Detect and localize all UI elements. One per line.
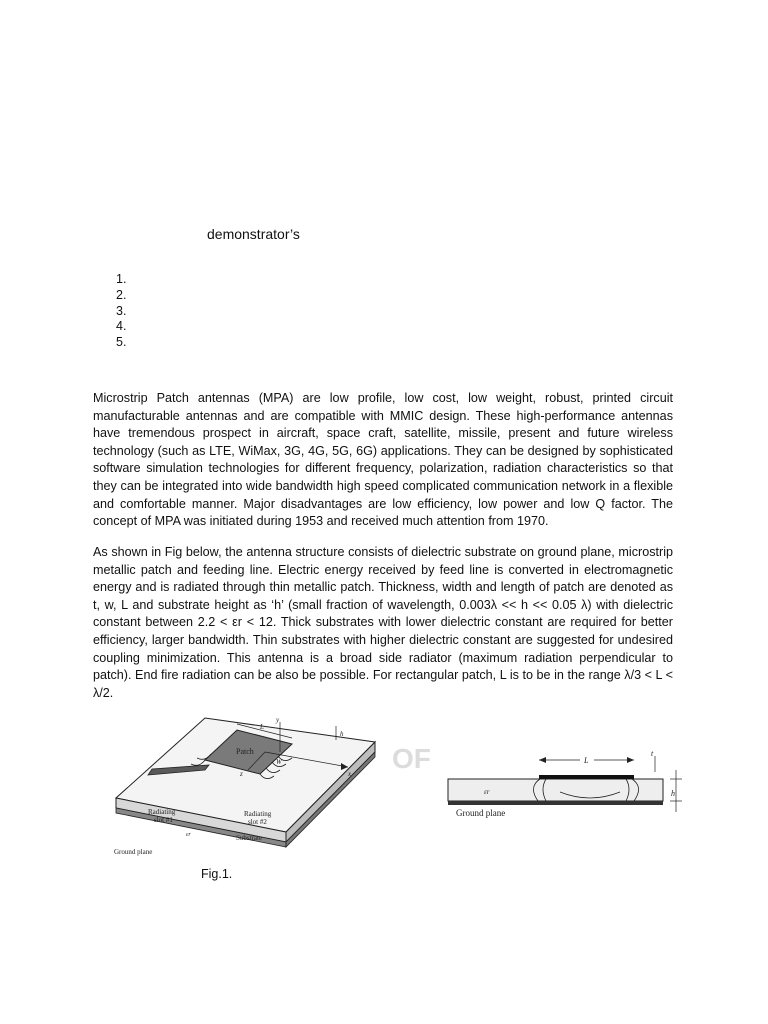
figure-caption: Fig.1. <box>201 867 233 881</box>
slot1-label-line1: Radiating <box>148 808 176 816</box>
list-item: 2. <box>116 287 127 302</box>
slot2-label-line2: slot #2 <box>248 818 267 826</box>
ground-plane-label-left: Ground plane <box>114 848 153 856</box>
paragraph-intro: Microstrip Patch antennas (MPA) are low profile, low cost, low weight, robust, printed circuit manufacturable antennas and are compatible with MMIC design. These high-performance antennas have tremendous prospect in aircraft, space craft, satellite, missile, present and future wireless technology (such as LTE, WiMax, 3G, 4G, 5G, 6G) applications. They can be designed by sophisticated software simulation technologies for different frequency, polarization, radiation characteristics so that they can be integrated into wide bandwidth high speed complicated communication network in a flexible and comfortable manner. Major disadvantages are low efficiency, low power and low Q factor. The concept of MPA was initiated during 1953 and received much attention from 1970. <box>93 391 673 529</box>
axis-x-label: x <box>348 770 352 778</box>
numbered-list <box>116 272 126 351</box>
list-item: 1. <box>116 272 127 286</box>
axis-z-label: z <box>240 770 243 778</box>
list-item: 5. <box>116 335 127 350</box>
dim-l-label: L <box>260 723 264 731</box>
cross-section-h-label: h <box>671 789 675 798</box>
patch-antenna-3d-diagram <box>114 716 375 856</box>
cross-section-t-label: t <box>651 749 654 758</box>
patch-label: Patch <box>236 747 254 756</box>
list-item: 4. <box>116 319 127 334</box>
cross-section-patch <box>539 775 634 779</box>
ground-plane-label-right: Ground plane <box>456 808 506 818</box>
axis-y-label: y <box>276 716 280 724</box>
antenna-figure <box>110 712 685 862</box>
substrate-label: Substrate <box>236 834 263 842</box>
slot1-label-line2: slot #1 <box>154 816 173 824</box>
list-item: 3. <box>116 303 127 318</box>
slot2-label-line1: Radiating <box>244 810 272 818</box>
patch-antenna-cross-section <box>448 749 682 818</box>
paragraph-structure: As shown in Fig below, the antenna structure consists of dielectric substrate on ground plane, microstrip metallic patch and feeding line. Electric energy received by feed line is converted in electromagnetic energy and is radiated through thin metallic patch. Thickness, width and length of patch are denoted as t, w, L and substrate height as ‘h’ (small fraction of wavelength, 0.003λ << h << 0.05 λ) with dielectric constant between 2.2 < εr < 12. Thick substrates with lower dielectric constant are required for better efficiency, larger bandwidth. Thin substrates with higher dielectric constant are suggested for undesired coupling minimization. This antenna is a broad side radiator (maximum radiation perpendicular to patch). End fire radiation can be also be possible. For rectangular patch, L is to be in the range λ/3 < L < λ/2. <box>93 545 673 700</box>
heading: demonstrator’s <box>207 226 300 242</box>
cross-section-er-label: εr <box>484 788 490 796</box>
watermark-text: OF <box>392 743 431 774</box>
cross-section-l-label: L <box>584 756 589 765</box>
dim-h-label: h <box>340 730 344 738</box>
dim-w-label: W <box>276 758 282 766</box>
er-label-left: εr <box>186 832 191 838</box>
